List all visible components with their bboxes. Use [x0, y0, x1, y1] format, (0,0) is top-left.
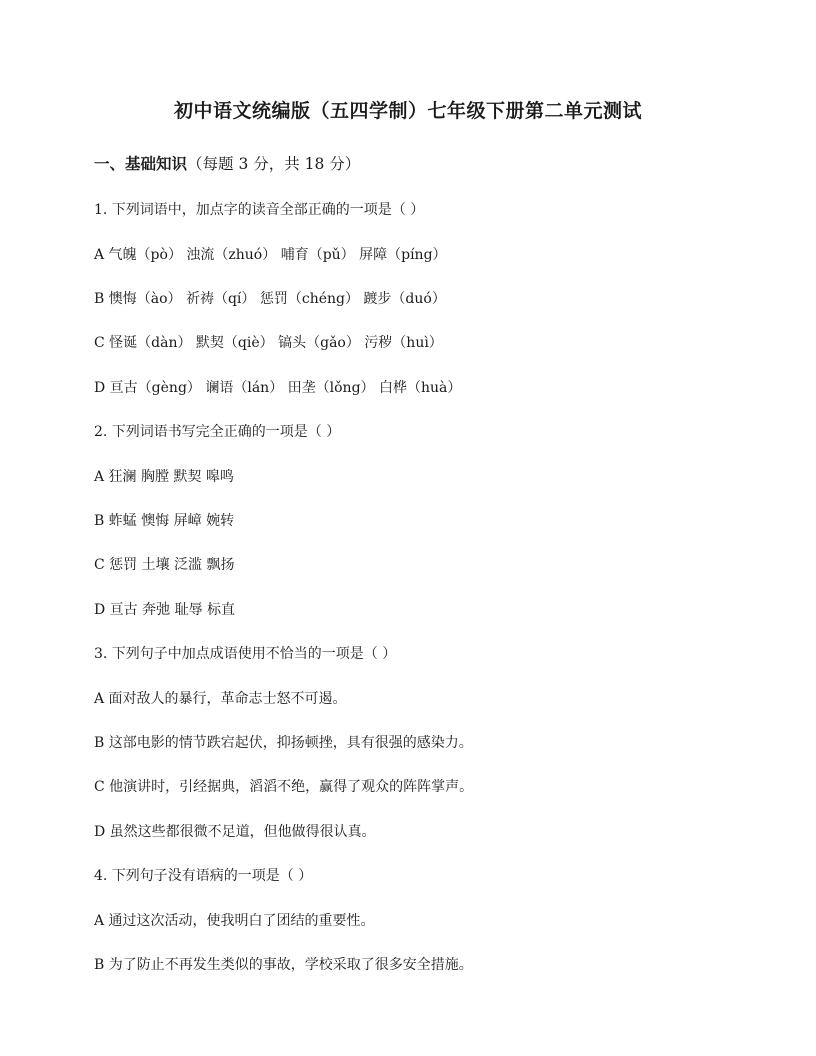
- question-1-option-c: C 怪诞（dàn） 默契（qiè） 镐头（gǎo） 污秽（huì）: [94, 335, 443, 351]
- question-3-stem: 3. 下列句子中加点成语使用不恰当的一项是（ ）: [94, 646, 397, 662]
- question-2-option-c: C 惩罚 土壤 泛滥 飘扬: [94, 557, 235, 573]
- question-3-option-d: D 虽然这些都很微不足道，但他做得很认真。: [94, 824, 376, 840]
- question-4-option-b: B 为了防止不再发生类似的事故，学校采取了很多安全措施。: [94, 957, 473, 973]
- question-2-option-b: B 蚱蜢 懊悔 屏嶂 婉转: [94, 513, 235, 529]
- question-3-option-c: C 他演讲时，引经据典，滔滔不绝，赢得了观众的阵阵掌声。: [94, 779, 474, 795]
- question-3-option-b: B 这部电影的情节跌宕起伏，抑扬顿挫，具有很强的感染力。: [94, 735, 473, 751]
- question-2-option-d: D 亘古 奔弛 耻辱 标直: [94, 602, 236, 618]
- question-4-stem: 4. 下列句子没有语病的一项是（ ）: [94, 868, 313, 884]
- question-2-option-a: A 狂澜 胸膛 默契 嗥鸣: [94, 469, 234, 485]
- section-heading-note: （每题 3 分，共 18 分）: [187, 155, 361, 173]
- section-heading-main: 一、基础知识: [94, 154, 188, 173]
- question-1-option-b: B 懊悔（ào） 祈祷（qí） 惩罚（chéng） 踱步（duó）: [94, 291, 446, 307]
- question-1-stem: 1. 下列词语中，加点字的读音全部正确的一项是（ ）: [94, 202, 425, 218]
- question-3-option-a: A 面对敌人的暴行，革命志士怒不可遏。: [94, 691, 347, 707]
- question-1-option-a: A 气魄（pò） 浊流（zhuó） 哺育（pǔ） 屏障（píng）: [94, 247, 447, 263]
- section-heading: [94, 152, 360, 174]
- question-1-option-d: D 亘古（gèng） 谰语（lán） 田垄（lǒng） 白桦（huà）: [94, 380, 462, 396]
- question-2-stem: 2. 下列词语书写完全正确的一项是（ ）: [94, 424, 341, 440]
- document-title: 初中语文统编版（五四学制）七年级下册第二单元测试: [173, 100, 642, 122]
- question-4-option-a: A 通过这次活动，使我明白了团结的重要性。: [94, 913, 375, 929]
